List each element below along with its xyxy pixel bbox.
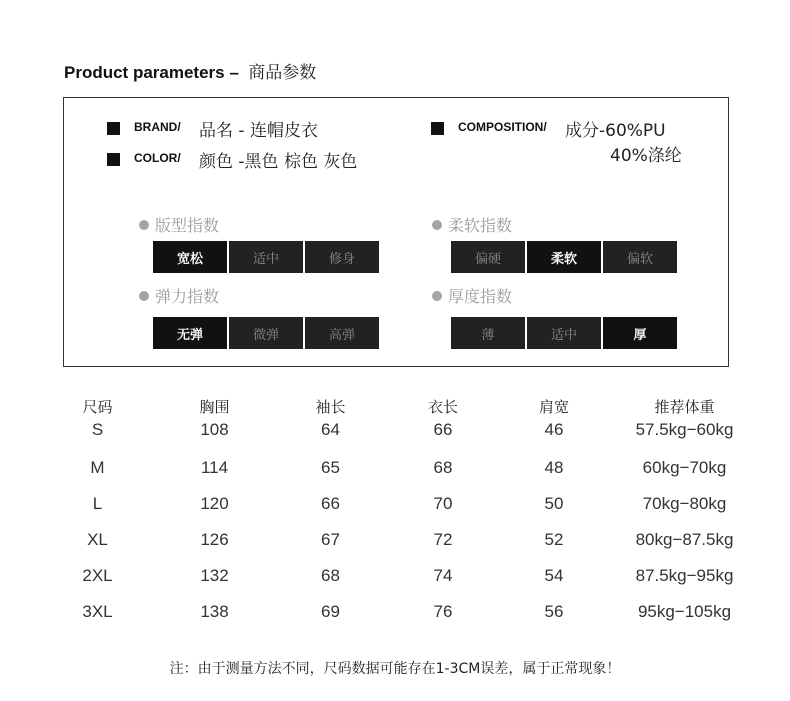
table-cell: 56 [544, 602, 564, 621]
thickness-option-thin: 薄 [451, 317, 525, 349]
thickness-index-label: 厚度指数 [448, 287, 513, 306]
fit-option-loose: 宽松 [153, 241, 227, 273]
header-shoulder: 肩宽 [538, 397, 569, 416]
stretch-option-slight: 微弹 [229, 317, 303, 349]
header-size: 尺码 [82, 397, 113, 416]
table-cell: 132 [200, 566, 229, 585]
composition-label: COMPOSITION/ [458, 120, 547, 134]
table-cell: 138 [200, 602, 229, 621]
table-cell: 126 [200, 530, 229, 549]
measurement-note: 注：由于测量方法不同，尺码数据可能存在1-3CM误差，属于正常现象！ [169, 661, 621, 677]
stretch-index-selector [153, 317, 379, 349]
table-cell: 87.5kg−95kg [635, 566, 734, 585]
header-length: 衣长 [427, 397, 458, 416]
brand-label: BRAND/ [134, 120, 181, 134]
fit-index-label: 版型指数 [155, 216, 220, 235]
thickness-index-title [432, 284, 512, 307]
header-sleeve: 袖长 [315, 397, 346, 416]
table-cell: 108 [200, 420, 229, 439]
fit-index-selector [153, 241, 379, 273]
table-cell: 57.5kg−60kg [635, 420, 734, 439]
table-cell: 50 [544, 494, 564, 513]
softness-index-label: 柔软指数 [448, 216, 513, 235]
table-cell: 69 [321, 602, 340, 621]
table-row [40, 522, 760, 558]
dot-icon [432, 291, 442, 301]
table-row [40, 420, 760, 450]
parameter-panel [63, 97, 729, 367]
table-row [40, 594, 760, 630]
table-row [40, 558, 760, 594]
table-cell: 52 [544, 530, 564, 549]
stretch-index-title [139, 284, 219, 307]
table-cell: 95kg−105kg [637, 602, 732, 621]
table-cell: 67 [321, 530, 340, 549]
size-chart-table [40, 392, 760, 630]
table-cell: 66 [321, 494, 340, 513]
thickness-option-medium: 适中 [527, 317, 601, 349]
bullet-square-icon [431, 122, 444, 135]
color-value: 颜色 -黑色 棕色 灰色 [199, 152, 358, 172]
composition-value-1: 成分-60%PU [565, 121, 666, 141]
table-cell: L [92, 494, 103, 513]
table-header-row [40, 392, 760, 420]
table-cell: 60kg−70kg [642, 458, 727, 477]
brand-value: 品名 - 连帽皮衣 [199, 121, 318, 141]
table-cell: 64 [321, 420, 340, 439]
table-cell: S [91, 420, 104, 439]
softness-index-title [432, 213, 512, 236]
table-cell: 2XL [82, 566, 113, 585]
header-chest: 胸围 [199, 397, 230, 416]
softness-index-selector [451, 241, 677, 273]
thickness-option-thick: 厚 [603, 317, 677, 349]
table-cell: 3XL [82, 602, 113, 621]
table-cell: 74 [433, 566, 453, 585]
header-weight: 推荐体重 [654, 397, 715, 416]
table-cell: 70 [433, 494, 453, 513]
table-cell: 68 [321, 566, 340, 585]
table-cell: M [90, 458, 105, 477]
softness-option-hard: 偏硬 [451, 241, 525, 273]
table-row [40, 450, 760, 486]
softness-option-softer: 偏软 [603, 241, 677, 273]
bullet-square-icon [107, 153, 120, 166]
page-title [64, 58, 316, 83]
stretch-option-none: 无弹 [153, 317, 227, 349]
color-label: COLOR/ [134, 151, 181, 165]
softness-option-soft: 柔软 [527, 241, 601, 273]
table-cell: XL [87, 530, 108, 549]
table-row [40, 486, 760, 522]
table-cell: 65 [321, 458, 340, 477]
stretch-index-label: 弹力指数 [155, 287, 220, 306]
dot-icon [432, 220, 442, 230]
table-cell: 114 [200, 458, 229, 477]
table-cell: 48 [544, 458, 564, 477]
table-cell: 120 [200, 494, 229, 513]
table-cell: 54 [544, 566, 564, 585]
table-cell: 80kg−87.5kg [635, 530, 734, 549]
bullet-square-icon [107, 122, 120, 135]
table-cell: 46 [544, 420, 564, 439]
page-title-cn: 商品参数 [248, 63, 317, 83]
table-cell: 68 [433, 458, 453, 477]
dot-icon [139, 291, 149, 301]
fit-index-title [139, 213, 219, 236]
table-cell: 70kg−80kg [642, 494, 727, 513]
fit-option-slim: 修身 [305, 241, 379, 273]
stretch-option-high: 高弹 [305, 317, 379, 349]
thickness-index-selector [451, 317, 677, 349]
dot-icon [139, 220, 149, 230]
table-cell: 72 [433, 530, 453, 549]
fit-option-regular: 适中 [229, 241, 303, 273]
table-cell: 76 [433, 602, 453, 621]
page-title-en: Product parameters – [64, 63, 239, 82]
composition-value-2: 40%涤纶 [610, 146, 682, 166]
table-cell: 66 [433, 420, 453, 439]
